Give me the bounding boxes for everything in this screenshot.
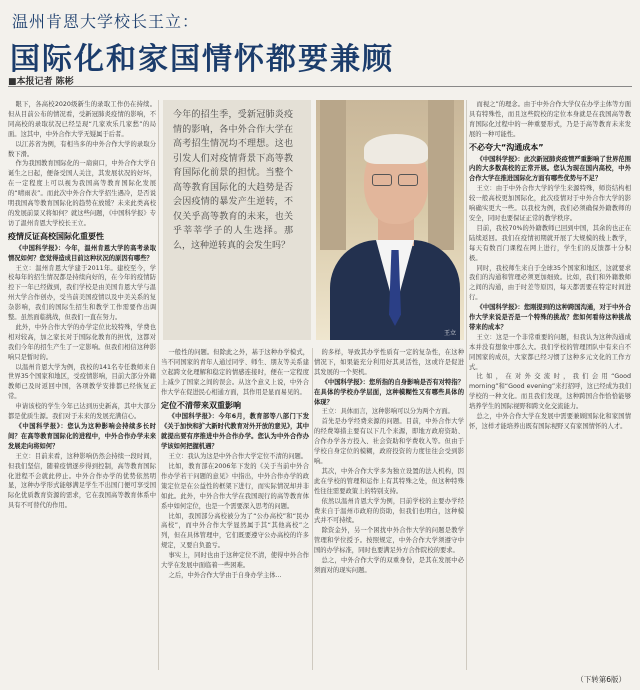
article-headline: 国际化和家国情怀都要兼顾 — [10, 42, 394, 77]
column-divider — [466, 100, 467, 670]
body-paragraph: 总之，中外合作大学的双重身份，是其在发展中必须面对的现实问题。 — [314, 557, 464, 574]
body-paragraph: 眼下，各高校2020级新生的录取工作仍在持续。但从目前公布的情况看，受新冠肺炎疫情的影响，不同高校的录取状况已经呈现“几家欢乐几家愁”的局面。这其中，中外合作大学无疑属于后者。 — [8, 101, 156, 138]
pull-quote-box — [163, 100, 311, 340]
interview-question: 《中国科学报》：您认为这种影响会持续多长时间？在高等教育国际化的进程中，中外合作办学未来发展走向将如何？ — [8, 423, 156, 450]
body-paragraph: 首先是办学经费来源的问题。目前，中外合作大学的经费筹措主要有以下几个来源，即地方政府资助、合作办学各方投入、社会资助和学费收入等。但由于学校自身定位的模糊，政府投资的力度往往会受到影响。 — [314, 418, 464, 465]
body-paragraph: 除资金外，另一个困扰中外合作大学的问题是教学管理和学位授予。按照规定，中外合作大学须遵守中国的办学标准，同时也要满足外方合作院校的要求。 — [314, 527, 464, 555]
interview-question: 《中国科学报》：您所指的自身影响是否有对特指？在具体的学校办学层面，这种模糊性又有哪些具体的体现？ — [314, 378, 464, 406]
section-heading: 不必夸大“沟通成本” — [469, 142, 544, 152]
body-paragraph: 依然以温州肯恩大学为例，目前学校的主要办学经费来自于温州市政府的资助，但我们也明白，这种模式并不可持续。 — [314, 497, 464, 525]
body-paragraph: 之后，中外合作大学由于自身办学主体... — [168, 571, 282, 579]
body-paragraph: 而视之”的理念。由于中外合作大学仅在办学主体等方面具有特殊性，而且这些院校的定位本身就是在我国高等教育国际化过程中的一种重要形式，乃是于高等教育未来发展的一种可能性。 — [469, 101, 631, 138]
body-paragraph: 王立：具体而言，这种影响可以分为两个方面。 — [321, 408, 454, 416]
body-paragraph: 作为我国教育国际化的一扇窗口，中外合作大学自诞生之日起，便备受国人关注，其发展状况的好坏，在一定程度上可以视为我国高等教育国际化发展的“晴雨表”。而此次中外合作大学招生遇冷，是否说明我国高等教育国际化的趋势在放缓？未来此类高校的发展前景又将如何？就这些问题，《中国科学报》专访了温州肯恩大学校长王立。 — [8, 160, 156, 227]
pull-quote-text: 今年的招生季，受新冠肺炎疫情的影响，各中外合作大学在高考招生情况均不理想。这也引发人们对疫情背景下高等教育国际化前景的担忧。当整个高等教育国际化的大趋势是否会因疫情的暴发产生逆转，不仅关乎高等教育的未来，也关乎莘莘学子的人生选择。那么，这种逆转真的会发生吗？ — [173, 110, 293, 251]
body-paragraph: 目前，我校70%的外籍教师已回到中国，其余的也正在陆续返回。我们在疫情初期就开展了大规模的线上教学，每天有数百门课程在网上进行，学生们的反馈都十分积极。 — [469, 224, 631, 262]
body-paragraph: 王立：由于中外合作大学的学生来源特殊，师资结构相较一般高校更加国际化，此次疫情对于中外合作大学的影响确实更大一些。以我校为例，我们必须确保外籍教师的安全，同时也要保证正常的教学秩序。 — [469, 185, 631, 222]
body-paragraph: 王立：温州肯恩大学建于2011年。建校至今，学校每年的招生情况都是持续向好的，在今年的疫情防控下一年已经做到，我们学校是由美国肯恩大学与温州大学合作创办，受当前美国疫情以及中美关系的复杂影响，我们的国际生招生和教学工作需要作出调整。虽然面临挑战，但我们一直在努力。 — [8, 264, 156, 322]
photo-credit: 王立 — [444, 330, 457, 337]
article-kicker: 温州肯恩大学校长王立： — [12, 12, 200, 31]
window-pane — [428, 100, 454, 250]
body-paragraph: 同时，我校师生来自于全球35个国家和地区，这就要求我们的沟通和管理必须更加细致。比如，我们和外籍教师之间的沟通，由于时差等原因，每天都需要在特定时间进行。 — [469, 264, 631, 302]
header-divider — [8, 86, 632, 87]
article-byline: ■本报记者 陈彬 — [8, 77, 74, 87]
portrait-hair — [364, 134, 428, 164]
column-divider — [312, 348, 313, 670]
glasses-icon — [372, 174, 420, 186]
body-paragraph: 总之，中外合作大学在发展中需要兼顾国际化和家国情怀，这样才能培养出既有国际视野又有家国情怀的人才。 — [469, 413, 631, 430]
portrait-photo — [316, 100, 464, 340]
section-heading: 定位不清带来双重影响 — [161, 400, 241, 410]
body-paragraph: 事实上，同时也由于这种定位不清，使得中外合作大学在发展中面临着一些困难。 — [161, 552, 309, 570]
text-column-3 — [314, 348, 464, 670]
body-paragraph: 比如，我国部分高校被分为了“公办高校”和“民办高校”，而中外合作大学显然属于其“其他高校”之列，但在具体管理中，它们既要遵守公办高校的许多规定，又要自负盈亏。 — [161, 512, 309, 550]
body-paragraph: 王立：目前来看，这种影响仍然会持续一段时间，但我们坚信，随着疫情逐步得到控制，高等教育国际化进程不会就此停止。中外合作办学的优势依然明显，这种办学形式能够满足学生不出国门便可享受国际化优质教育资源的需求，它在我国高等教育体系中具有不可替代的作用。 — [8, 452, 156, 510]
interview-question: 《中国科学报》：您刚提到的这种跨国沟通，对于中外合作大学来说是否是一个特殊的挑战？您如何看待这种挑战带来的成本？ — [469, 304, 631, 331]
section-heading: 疫情反证高校国际化重要性 — [8, 231, 104, 241]
text-column-4 — [469, 100, 631, 670]
body-paragraph: 王立：我认为这是中外合作大学定位不清的问题。 — [168, 453, 308, 461]
body-paragraph: 比如，教育部在2006年下发的《关于当前中外合作办学若干问题的意见》中指出，中外合作办学的政策定位是在公益性的框架下进行，而实际情况却并非如此。此外，中外合作大学在我国现行的高等教育体系中如何定位，也是一个需要深入思考的问题。 — [161, 462, 309, 510]
body-paragraph: 的多样，导致其办学性质有一定的复杂性，在这种情况下，如果能充分利用好其灵活性，这或许是促进其发展的一个契机。 — [314, 349, 464, 376]
body-paragraph: 申请该校的学生今年已达到历史新高，其中大部分都是优质生源。我们对于未来的发展充满信心。 — [8, 403, 156, 421]
body-paragraph: 比如，在对外交流时，我们会用“Good morning”和“Good evening”来打招呼，这已经成为我们学校的一种文化。而且我们发现，这种跨国合作恰恰能够培养学生的国际视野和跨文化交流能力。 — [469, 373, 631, 411]
body-paragraph: 此外，中外合作大学的办学定位比较特殊，学费也相对较高，加之家长对于国际化教育的担忧，这都对我们今年的招生产生了一定影响。但我们相信这种影响只是暂时的。 — [8, 323, 156, 361]
column-divider — [158, 100, 159, 670]
window-pane — [320, 100, 346, 250]
body-paragraph: 以温州肯恩大学为例，我校的141名专任教师来自世界35个国家和地区，受疫情影响，目前大部分外籍教师已及时返回中国，各项教学安排都已经恢复正常。 — [8, 363, 156, 401]
body-paragraph: 一般性的问题。但除此之外，基于这种办学模式，当不同国家的青年人通过同学、师生、朋友等关系建立起跨文化理解和稳定的情感连接时，便在一定程度上减少了国家之间的误会。从这个意义上说，中外合作大学在促进民心相通方面，其作用是显而易见的。 — [161, 349, 309, 396]
continued-note: （下转第6版） — [576, 675, 626, 684]
body-paragraph: 以江苏省为例，有相当多的中外合作大学的录取分数下滑。 — [8, 140, 156, 158]
body-paragraph: 王立：这是一个非常重要的问题，但我认为这种沟通成本并没有想象中那么大。我们学校的管理团队中有来自不同国家的成员，大家都已经习惯了这种多元文化的工作方式。 — [469, 333, 631, 371]
text-column-2 — [161, 348, 309, 670]
interview-question: 《中国科学报》：今年6月，教育部等八部门下发《关于加快和扩大新时代教育对外开放的意见》，其中就提出要有序推进中外合作办学。您认为中外合作办学该如何把握机遇？ — [161, 413, 309, 451]
text-column-1 — [8, 100, 156, 670]
interview-question: 《中国科学报》：今年，温州肯恩大学的高考录取情况如何？您觉得造成目前这种状况的原因有哪些？ — [8, 244, 156, 262]
body-paragraph: 其次，中外合作大学多为独立设置的法人机构，因此在学校的管理和运作上有其特殊之处，但这种特殊性往往需要政策上的特别支持。 — [314, 467, 464, 495]
interview-question: 《中国科学报》：此次新冠肺炎疫情严重影响了世界范围内的大多数高校的正常开展。您认为现在国内高校，中外合作大学在推进国际化方面有哪些优势与不足？ — [469, 155, 631, 183]
